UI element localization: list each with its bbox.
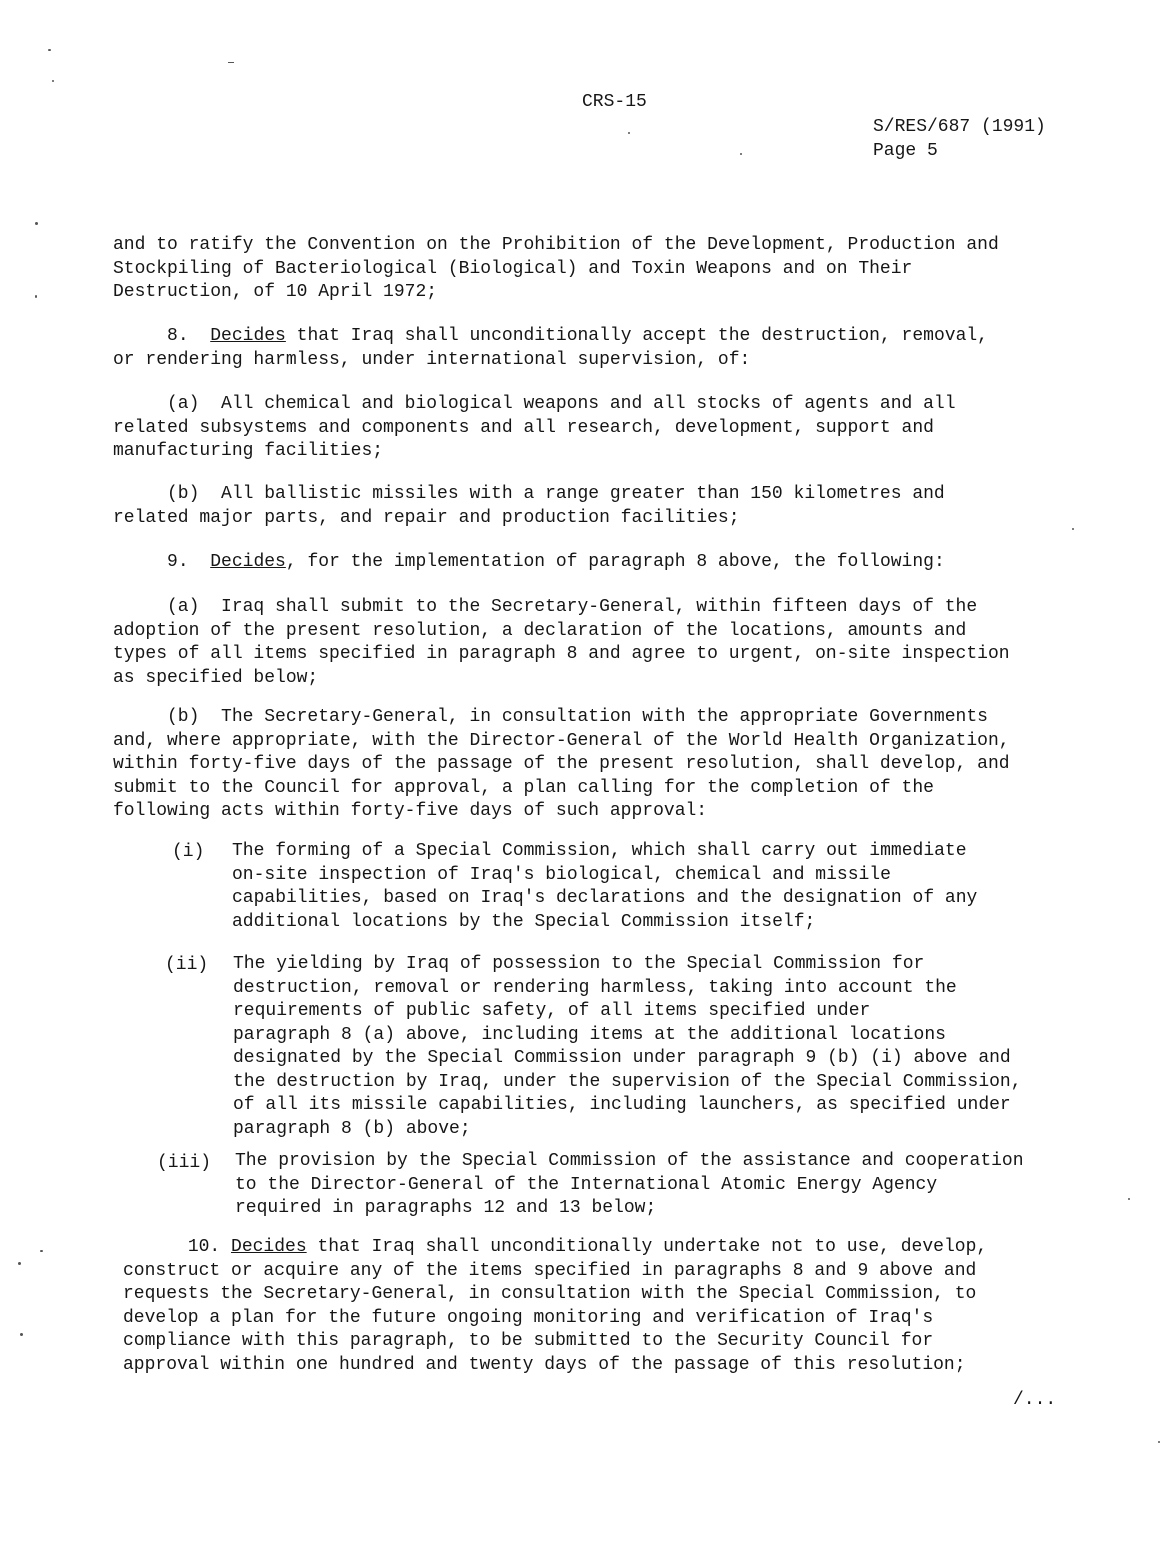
text-run: that Iraq shall unconditionally accept the destruction, removal, — [285, 326, 988, 346]
scan-speck — [20, 1333, 23, 1336]
text-line: types of all items specified in paragraph 8 and agree to urgent, on-site inspection — [113, 644, 1010, 664]
text-line: The yielding by Iraq of possession to the Special Commission for — [233, 954, 925, 974]
text-line: The provision by the Special Commission of the assistance and cooperation — [235, 1151, 1024, 1171]
text-line: submit to the Council for approval, a plan calling for the completion of the — [113, 777, 934, 798]
text-line: to the Director-General of the International Atomic Energy Agency — [235, 1174, 938, 1195]
text-line: on-site inspection of Iraq's biological, chemical and missile — [232, 864, 891, 885]
scan-speck — [628, 132, 630, 134]
sub-item-i-label: (i) — [172, 842, 205, 862]
text-line: and, where appropriate, with the Director-General of the World Health Organization, — [113, 730, 1010, 751]
scan-speck — [1072, 528, 1074, 530]
paragraph-8-item-b — [113, 483, 945, 530]
text-line: related major parts, and repair and production facilities; — [113, 507, 740, 528]
scan-speck — [228, 62, 234, 63]
paragraph-number: 9. — [167, 552, 189, 572]
scan-speck — [52, 80, 54, 82]
page-label: Page 5 — [873, 141, 938, 161]
text-line: of all its missile capabilities, including launchers, as specified under — [233, 1095, 1011, 1115]
text-line: and to ratify the Convention on the Prohibition of the Development, Production and — [113, 235, 999, 255]
decides-verb: Decides — [210, 326, 286, 346]
text-line: construct or acquire any of the items specified in paragraphs 8 and 9 above and — [123, 1260, 977, 1281]
scan-speck — [40, 1250, 43, 1252]
document-reference — [873, 115, 1046, 163]
sub-item-iii-label: (iii) — [157, 1153, 212, 1173]
sub-item-i — [232, 840, 977, 934]
text-line: or rendering harmless, under international supervision, of: — [113, 349, 751, 370]
text-line: (b) The Secretary-General, in consultation with the appropriate Governments — [113, 707, 988, 727]
scan-speck — [18, 1262, 21, 1265]
text-line: (b) All ballistic missiles with a range greater than 150 kilometres and — [113, 484, 945, 504]
sub-item-ii — [233, 953, 1022, 1141]
text-line: requirements of public safety, of all items specified under — [233, 1001, 871, 1021]
scan-speck — [48, 49, 51, 51]
sub-item-iii — [235, 1150, 1024, 1221]
text-line: additional locations by the Special Commission itself; — [232, 911, 816, 932]
text-line: Destruction, of 10 April 1972; — [113, 282, 438, 302]
text-line: compliance with this paragraph, to be submitted to the Security Council for — [123, 1331, 934, 1351]
text-line: Stockpiling of Bacteriological (Biological) and Toxin Weapons and on Their — [113, 258, 913, 279]
scan-speck — [35, 222, 38, 225]
paragraph-9-item-b — [113, 706, 1010, 824]
text-line: The forming of a Special Commission, which shall carry out immediate — [232, 841, 967, 861]
paragraph-8 — [113, 325, 988, 372]
paragraph-number: 10. — [187, 1237, 221, 1257]
continuation-mark: /... — [1013, 1390, 1057, 1410]
text-run: , for the implementation of paragraph 8 above, the following: — [285, 552, 945, 572]
decides-verb: Decides — [210, 552, 286, 572]
text-run: that Iraq shall unconditionally undertake not to use, develop, — [306, 1237, 988, 1257]
text-line: within forty-five days of the passage of the present resolution, shall develop, and — [113, 754, 1010, 774]
text-line: (a) All chemical and biological weapons and all stocks of agents and all — [113, 394, 956, 414]
text-line: requests the Secretary-General, in consultation with the Special Commission, to — [123, 1284, 977, 1304]
text-line: designated by the Special Commission under paragraph 9 (b) (i) above and — [233, 1048, 1011, 1068]
paragraph-9-item-a — [113, 596, 1010, 690]
intro-paragraph — [113, 234, 999, 305]
text-line: the destruction by Iraq, under the supervision of the Special Commission, — [233, 1071, 1022, 1092]
scan-speck — [740, 153, 742, 155]
text-line: adoption of the present resolution, a declaration of the locations, amounts and — [113, 620, 967, 641]
text-line: as specified below; — [113, 667, 319, 688]
paragraph-number: 8. — [167, 326, 189, 346]
text-line: capabilities, based on Iraq's declarations and the designation of any — [232, 888, 978, 908]
text-line: destruction, removal or rendering harmless, taking into account the — [233, 977, 957, 998]
scan-speck — [1128, 1198, 1130, 1200]
text-line: (a) Iraq shall submit to the Secretary-General, within fifteen days of the — [113, 597, 978, 617]
text-line: approval within one hundred and twenty days of the passage of this resolution; — [123, 1354, 966, 1375]
text-line: paragraph 8 (b) above; — [233, 1118, 471, 1139]
scan-speck — [35, 295, 37, 298]
text-line: paragraph 8 (a) above, including items at the additional locations — [233, 1024, 946, 1045]
paragraph-9-first-line — [113, 551, 945, 575]
sub-item-ii-label: (ii) — [165, 955, 209, 975]
text-line: develop a plan for the future ongoing monitoring and verification of Iraq's — [123, 1307, 934, 1328]
paragraph-10 — [123, 1236, 987, 1377]
text-line: following acts within forty-five days of such approval: — [113, 801, 708, 821]
document-symbol: S/RES/687 (1991) — [873, 117, 1046, 137]
decides-verb: Decides — [231, 1237, 307, 1257]
scan-speck — [1158, 1441, 1160, 1443]
paragraph-8-item-a — [113, 393, 956, 464]
text-line: manufacturing facilities; — [113, 441, 384, 461]
text-line: related subsystems and components and all research, development, support and — [113, 417, 934, 438]
paragraph-8-first-line — [113, 325, 988, 349]
paragraph-9 — [113, 551, 945, 575]
text-line: required in paragraphs 12 and 13 below; — [235, 1198, 657, 1218]
crs-page-number: CRS-15 — [582, 92, 647, 112]
paragraph-10-first-line — [123, 1236, 987, 1260]
